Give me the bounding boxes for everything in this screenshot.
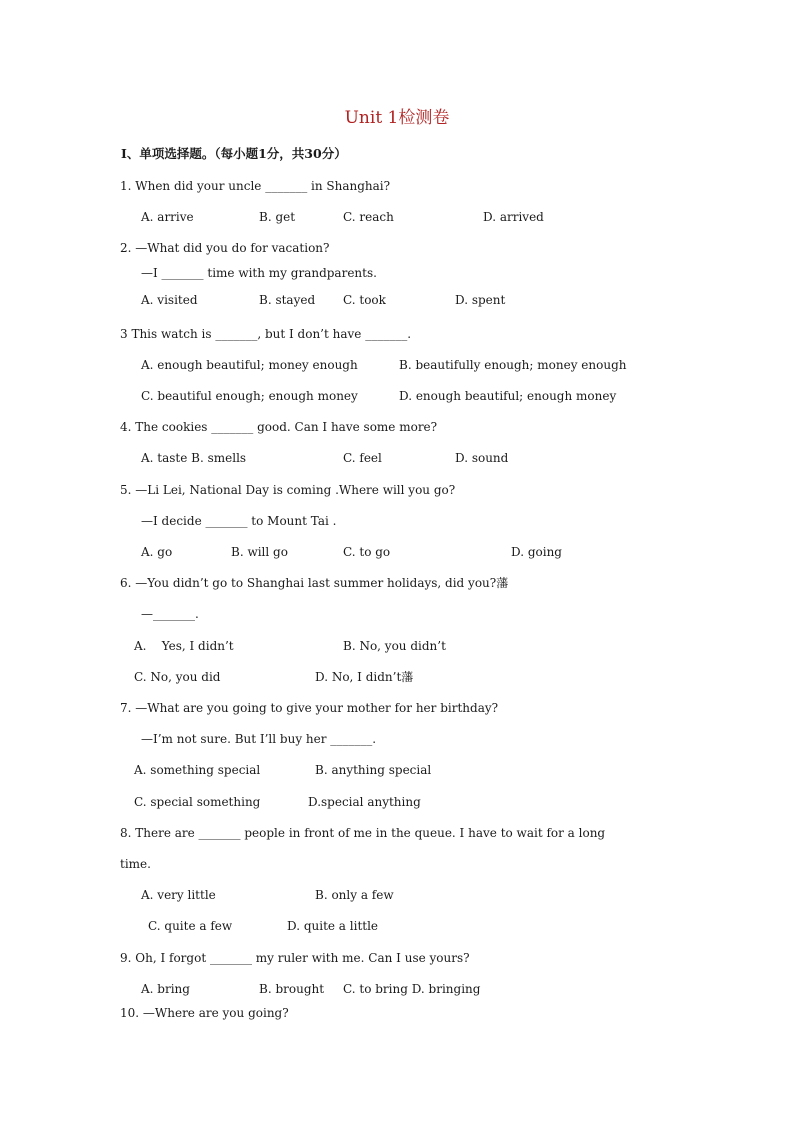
question-5-option-d: D. going [511, 545, 562, 559]
question-1-option-d: D. arrived [483, 210, 544, 224]
question-6-stem: 6. —You didn’t go to Shanghai last summer holidays, did you?藩 [120, 576, 509, 590]
question-4-option-d: D. sound [455, 451, 509, 465]
question-8-stem: 8. There are _______ people in front of me in the queue. I have to wait for a long [120, 826, 606, 840]
question-8-option-b: B. only a few [315, 888, 394, 902]
question-3-stem: 3 This watch is _______, but I don’t have _______. [120, 327, 412, 341]
question-8-option-d: D. quite a little [287, 919, 379, 933]
question-8-stem-line2: time. [120, 857, 151, 871]
question-10-stem: 10. —Where are you going? [120, 1006, 289, 1020]
question-6-option-a: A. Yes, I didn’t [134, 639, 234, 653]
question-1-stem: 1. When did your uncle _______ in Shanghai? [120, 179, 391, 193]
question-9-option-a: A. bring [141, 982, 190, 996]
question-5-option-b: B. will go [231, 545, 288, 559]
question-3-option-c: C. beautiful enough; enough money [141, 389, 358, 403]
question-5-option-c: C. to go [343, 545, 391, 559]
question-5-stem: 5. —Li Lei, National Day is coming .Where will you go? [120, 483, 456, 497]
question-2-option-c: C. took [343, 293, 386, 307]
question-6-stem-line2: —_______. [141, 607, 199, 621]
question-5-option-a: A. go [141, 545, 173, 559]
question-2-option-d: D. spent [455, 293, 506, 307]
question-2-stem-line2: —I _______ time with my grandparents. [141, 266, 377, 280]
question-7-option-d: D.special anything [308, 795, 421, 809]
question-4-option-c: C. feel [343, 451, 382, 465]
question-9-option-b: B. brought [259, 982, 325, 996]
question-1-option-a: A. arrive [141, 210, 194, 224]
question-3-option-b: B. beautifully enough; money enough [399, 358, 627, 372]
question-3-option-a: A. enough beautiful; money enough [141, 358, 358, 372]
question-4-option-ab: A. taste B. smells [141, 451, 247, 465]
question-7-option-c: C. special something [134, 795, 261, 809]
question-1-option-c: C. reach [343, 210, 394, 224]
question-7-stem: 7. —What are you going to give your mother for her birthday? [120, 701, 499, 715]
question-2-option-a: A. visited [141, 293, 198, 307]
question-8-option-a: A. very little [141, 888, 216, 902]
question-4-stem: 4. The cookies _______ good. Can I have some more? [120, 420, 438, 434]
page-title: Unit 1检测卷 [344, 108, 450, 128]
question-9-stem: 9. Oh, I forgot _______ my ruler with me. Can I use yours? [120, 951, 470, 965]
question-1-option-b: B. get [259, 210, 296, 224]
question-5-stem-line2: —I decide _______ to Mount Tai . [141, 514, 337, 528]
question-7-stem-line2: —I’m not sure. But I’ll buy her _______. [141, 732, 377, 746]
question-2-stem: 2. —What did you do for vacation? [120, 241, 330, 255]
question-6-option-c: C. No, you did [134, 670, 221, 684]
question-6-option-d: D. No, I didn’t藩 [315, 670, 414, 684]
section-heading: Ⅰ、单项选择题。（每小题1分，共30分） [121, 146, 347, 161]
question-2-option-b: B. stayed [259, 293, 316, 307]
question-6-option-b: B. No, you didn’t [343, 639, 446, 653]
question-9-option-cd: C. to bring D. bringing [343, 982, 481, 996]
question-7-option-b: B. anything special [315, 763, 432, 777]
question-3-option-d: D. enough beautiful; enough money [399, 389, 617, 403]
question-8-option-c: C. quite a few [148, 919, 233, 933]
question-7-option-a: A. something special [134, 763, 261, 777]
